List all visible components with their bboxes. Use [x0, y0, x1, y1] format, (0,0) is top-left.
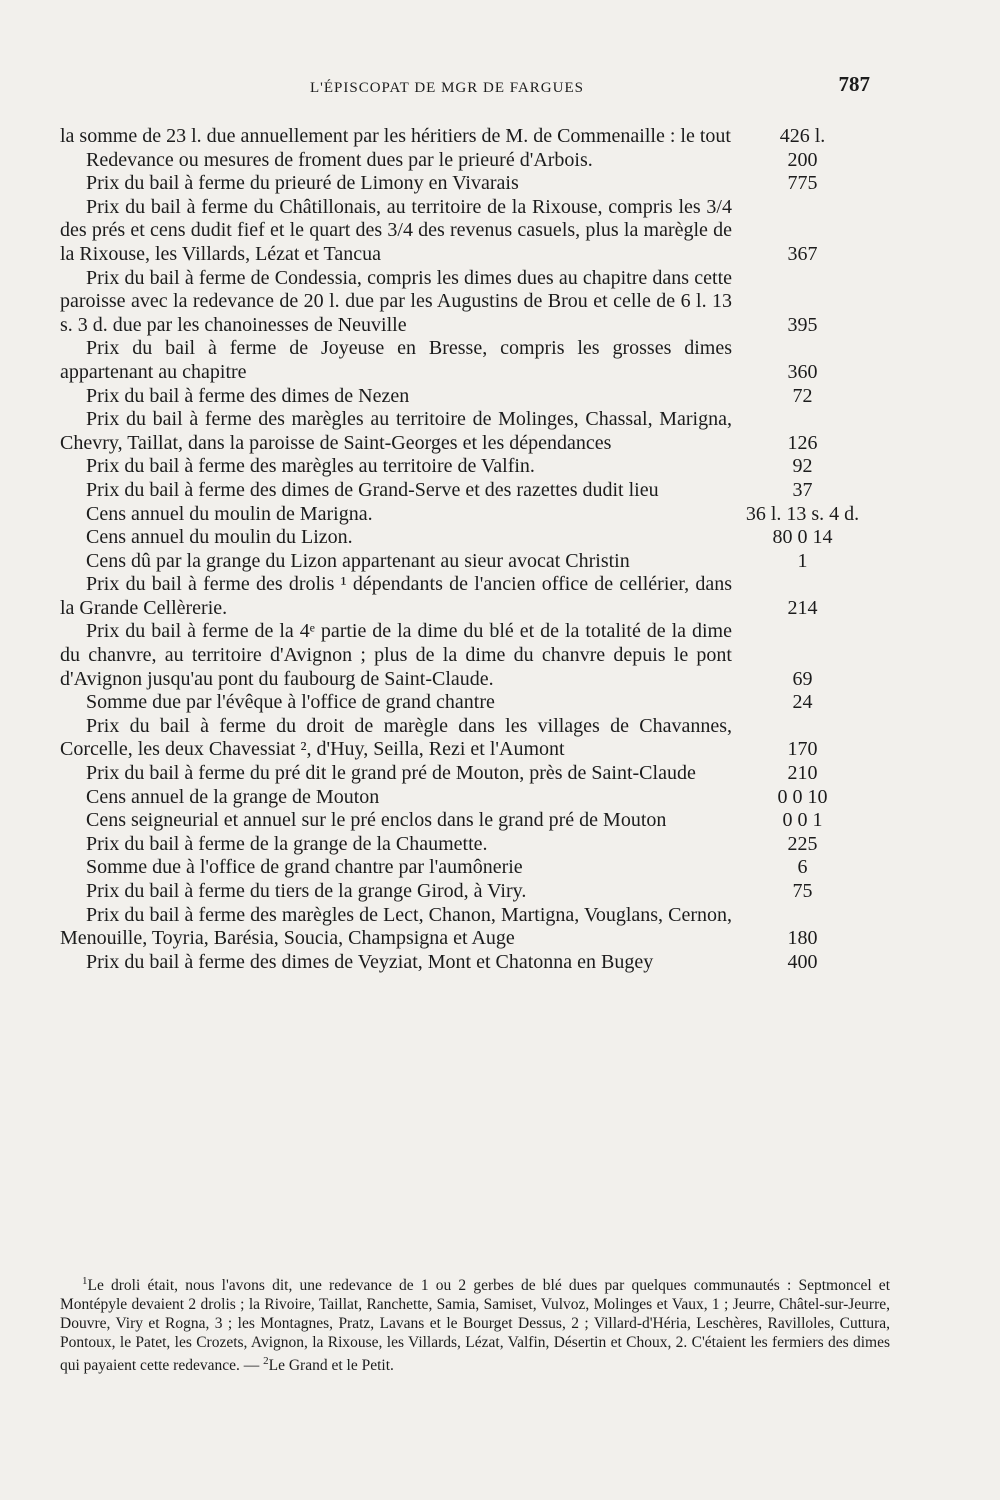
ledger-entry [60, 786, 870, 810]
entry-amount: 360 [787, 360, 818, 383]
entry-text: Prix du bail à ferme des marègles au territoire de Molinges, Chassal, Marigna, Chevry, Taillat, dans la paroisse de Saint-Georges et les dépendances [60, 408, 732, 454]
ledger-entry [60, 196, 870, 267]
ledger-entry [60, 880, 870, 904]
entry-text: Prix du bail à ferme de Condessia, compris les dimes dues au chapitre dans cette paroisse avec la redevance de 20 l. due par les Augustins de Brou et celle de 6 l. 13 s. 3 d. due par les chanoinesses de Neuville [60, 266, 732, 336]
ledger-entry [60, 762, 870, 786]
entry-text: Prix du bail à ferme des dimes de Nezen [86, 384, 410, 407]
footnote-text: Le droli était, nous l'avons dit, une redevance de 1 ou 2 gerbes de blé dues par quelques communautés : Septmoncel et Montépyle devaient 2 drolis ; la Rivoire, Taillat, Ranchette, Samia, Samiset, Vulvoz, Molinges et Vaux, 1 ; Jeurre, Châtel-sur-Jeurre, Douvre, Viry et Rogna, 3 ; les Montagnes, Pratz, Lavans et le Bourget Dessus, 2 ; Villard-d'Héria, Leschères, Ravilloles, Cuttura, Pontoux, le Patet, les Crozets, Avignon, la Rixouse, les Villards, Lézat, Valfin, Désertin et Choux, 2. C'étaient les fermiers des dimes qui payaient cette redevance. — [60, 1277, 890, 1375]
entry-text: Cens dû par la grange du Lizon appartenant au sieur avocat Christin [86, 549, 630, 572]
entry-text: Prix du bail à ferme des dimes de Grand-Serve et des razettes dudit lieu [86, 478, 659, 501]
entry-amount: 24 [792, 691, 813, 714]
entry-amount: 72 [792, 384, 813, 407]
entry-amount: 80 0 14 [772, 526, 833, 549]
entry-amount: 426 l. [779, 125, 826, 147]
ledger-entry [60, 833, 870, 857]
page-header [60, 72, 870, 102]
ledger-entry [60, 149, 870, 173]
entry-amount: 126 [787, 431, 818, 454]
footnote-text: Le Grand et le Petit. [268, 1357, 394, 1375]
ledger-entry [60, 620, 870, 691]
entry-text: Somme due à l'office de grand chantre par l'aumônerie [86, 856, 523, 879]
footnotes [60, 1272, 890, 1375]
ledger-entry [60, 503, 870, 527]
entry-text: Prix du bail à ferme des drolis ¹ dépendants de l'ancien office de cellérier, dans la Grande Cellèrerie. [60, 573, 732, 619]
ledger-entry [60, 856, 870, 880]
ledger-entry [60, 526, 870, 550]
ledger-entry [60, 408, 870, 455]
ledger-entry [60, 455, 870, 479]
ledger-entry [60, 172, 870, 196]
entry-text: Prix du bail à ferme du pré dit le grand pré de Mouton, près de Saint-Claude [86, 762, 696, 785]
ledger-entry [60, 573, 870, 620]
entry-amount: 92 [792, 455, 813, 478]
entry-text: Somme due par l'évêque à l'office de grand chantre [86, 691, 495, 714]
entry-amount: 6 [797, 856, 808, 879]
entry-amount: 214 [787, 596, 818, 619]
ledger-entry [60, 904, 870, 951]
entry-text: la somme de 23 l. due annuellement par les héritiers de M. de Commenaille : le tout [60, 125, 731, 147]
ledger-entry [60, 809, 870, 833]
ledger-entry [60, 385, 870, 409]
entry-text: Prix du bail à ferme du Châtillonais, au territoire de la Rixouse, compris les 3/4 des prés et cens dudit fief et le quart des 3/4 des revenus casuels, plus la marègle de la Rixouse, les Villards, Lézat et Tancua [60, 195, 732, 265]
page-number: 787 [838, 72, 870, 96]
entry-amount: 210 [787, 762, 818, 785]
entry-text: Prix du bail à ferme du droit de marègle dans les villages de Chavannes, Corcelle, les deux Chavessiat ², d'Huy, Seilla, Rezi et l'Aumont [60, 714, 732, 761]
footnote-marker: 2 [263, 1355, 269, 1368]
entry-amount: 395 [787, 313, 818, 336]
footnote [60, 1272, 890, 1375]
entry-amount: 36 l. 13 s. 4 d. [745, 502, 860, 525]
entry-text: Prix du bail à ferme de la 4ᵉ partie de la dime du blé et de la totalité de la dime du chanvre, au territoire d'Avignon ; plus de la dime du chanvre depuis le pont d'Avignon jusqu'au pont du faubourg de Saint-Claude. [60, 620, 732, 690]
entry-text: Prix du bail à ferme des marègles au territoire de Valfin. [86, 455, 535, 478]
entry-amount: 1 [797, 549, 808, 572]
ledger-entry [60, 691, 870, 715]
entry-text: Cens annuel du moulin du Lizon. [86, 526, 353, 549]
entry-amount: 180 [787, 927, 818, 950]
ledger-entry [60, 715, 870, 762]
entry-amount: 37 [792, 478, 813, 501]
entry-text: Cens annuel du moulin de Marigna. [86, 502, 373, 525]
ledger-entry [60, 951, 870, 975]
entry-amount: 170 [787, 738, 818, 761]
ledger-entry [60, 267, 870, 338]
entry-amount: 775 [787, 172, 818, 195]
running-title: L'ÉPISCOPAT DE MGR DE FARGUES [310, 80, 584, 96]
entry-amount: 200 [787, 148, 818, 171]
entry-amount: 0 0 10 [777, 785, 828, 808]
entry-amount: 69 [792, 667, 813, 690]
entry-amount: 0 0 1 [782, 809, 823, 832]
entry-text: Cens seigneurial et annuel sur le pré enclos dans le grand pré de Mouton [86, 809, 667, 832]
entry-text: Prix du bail à ferme des dimes de Veyziat, Mont et Chatonna en Bugey [86, 950, 654, 973]
ledger-entry [60, 337, 870, 384]
entry-text: Prix du bail à ferme des marègles de Lect, Chanon, Martigna, Vouglans, Cernon, Menouille, Toyria, Barésia, Soucia, Champsigna et Auge [60, 903, 732, 950]
entry-text: Prix du bail à ferme du tiers de la grange Girod, à Viry. [86, 880, 527, 902]
entry-text: Prix du bail à ferme de la grange de la Chaumette. [86, 832, 488, 855]
ledger-entry [60, 550, 870, 574]
entry-amount: 367 [787, 242, 818, 265]
entry-text: Prix du bail à ferme du prieuré de Limony en Vivarais [86, 172, 519, 195]
entry-amount: 400 [787, 950, 818, 973]
ledger-entries [60, 125, 870, 974]
footnote-marker: 1 [82, 1275, 88, 1287]
entry-amount: 225 [787, 832, 818, 855]
ledger-entry [60, 125, 870, 149]
entry-text: Redevance ou mesures de froment dues par le prieuré d'Arbois. [86, 148, 593, 171]
entry-text: Prix du bail à ferme de Joyeuse en Bresse, compris les grosses dimes appartenant au chapitre [60, 337, 732, 383]
ledger-entry [60, 479, 870, 503]
entry-amount: 75 [792, 880, 813, 902]
entry-text: Cens annuel de la grange de Mouton [86, 785, 380, 808]
